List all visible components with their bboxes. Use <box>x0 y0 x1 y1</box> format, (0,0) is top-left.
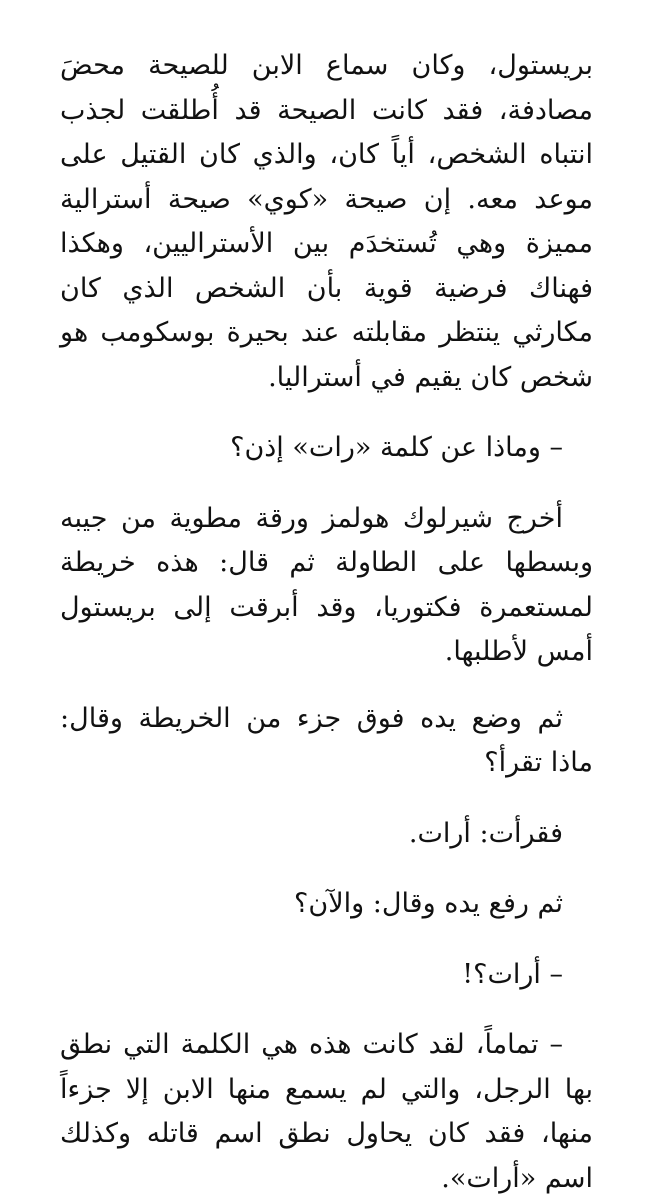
paragraph-covers-map: ثم وضع يده فوق جزء من الخريطة وقال: ماذا تقرأ؟ <box>60 702 593 778</box>
paragraph-lift-hand: ثم رفع يده وقال: والآن؟ <box>294 888 563 919</box>
paragraph-question-rat: – وماذا عن كلمة «رات» إذن؟ <box>230 432 563 463</box>
book-page <box>60 44 593 1201</box>
paragraph-conclusion: – تماماً، لقد كانت هذه هي الكلمة التي نطق بها الرجل، والتي لم يسمع منها الابن إلا جزءاً منها، فقد كان يحاول نطق اسم قاتله وكذلك اسم «أرات». <box>60 1029 593 1194</box>
paragraph-read-arat: فقرأت: أرات. <box>408 817 563 849</box>
paragraph-coo-explanation: بريستول، وكان سماع الابن للصيحة محضَ مصادفة، فقد كانت الصيحة قد أُطلقت لجذب انتباه الشخص، أياً كان، والذي كان القتيل على موعد معه. إن صيحة «كوي» صيحة أسترالية مميزة وهي تُستخدَم بين الأستراليين، وهكذا فهناك فرضية قوية بأن الشخص الذي كان مكارثي ينتظر مقابلته عند بحيرة بوسكومب هو شخص كان يقيم في أستراليا. <box>60 50 593 393</box>
paragraph-holmes-map: أخرج شيرلوك هولمز ورقة مطوية من جيبه وبسطها على الطاولة ثم قال: هذه خريطة لمستعمرة فكتوريا، وقد أبرقت إلى بريستول أمس لأطلبها. <box>60 502 593 667</box>
paragraph-arat-exclaim: – أرات؟! <box>462 958 563 990</box>
